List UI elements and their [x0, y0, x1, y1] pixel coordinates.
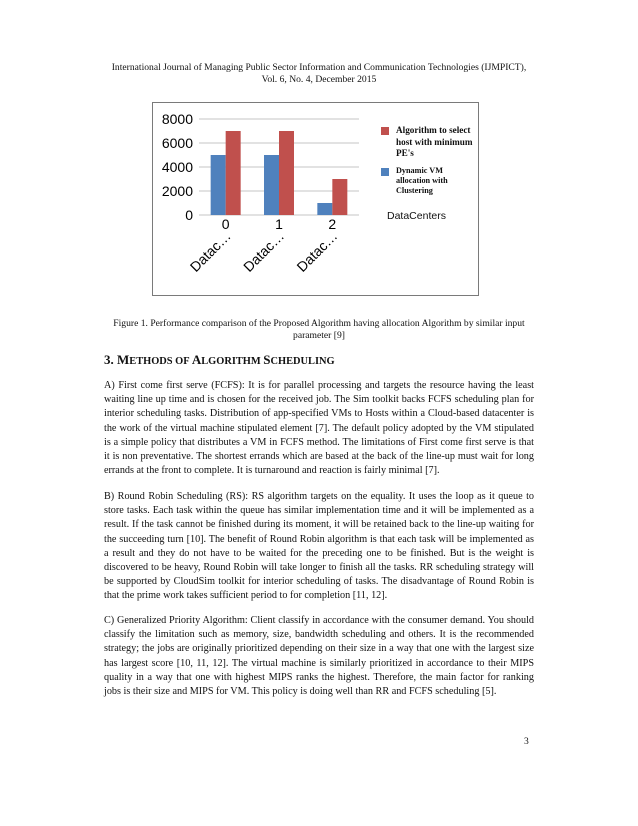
page-number: 3: [524, 736, 529, 747]
heading-smallcaps-1: ETHODS OF: [129, 356, 192, 367]
bar: [264, 155, 279, 215]
heading-cap-a: A: [191, 352, 202, 367]
legend-item-clustering: [381, 166, 477, 196]
figure-caption-line1: Figure 1. Performance comparison of the Proposed Algorithm having allocation Algorithm by similar input: [113, 318, 525, 329]
x-tick-label: 1: [275, 216, 283, 232]
journal-header: [0, 62, 638, 86]
heading-cap-s: S: [263, 352, 271, 367]
chart-legend: [381, 125, 477, 196]
bar: [317, 203, 332, 215]
journal-header-line1: International Journal of Managing Public Sector Information and Communication Technologies (IJMPICT),: [111, 62, 527, 73]
bar: [211, 155, 226, 215]
y-tick-label: 8000: [161, 111, 193, 127]
legend-item-minimum-pe: [381, 125, 477, 160]
y-tick-label: 6000: [161, 135, 193, 151]
paragraph-fcfs: A) First come first serve (FCFS): It is for parallel processing and targets the resource having the least waiting line up time and is chosen for the received job. The Sim toolkit backs FCFS scheduling plan for interior scheduling tasks. Distribution of app-specified VMs to Hosts within a Cloud-based datacenter is the work of the virtual machine stipulated element [7]. The default policy adopted by the VM stipulated is a simple policy that distributes a VM in FCFS method. The limitations of First come first serve is that it is non preventative. The shortest errands which are based at the back of the line-up must wait for long errands at the front to complete. It is turnaround and reaction is fairly minimal [7].: [104, 380, 534, 477]
bar: [226, 131, 241, 215]
y-tick-label: 0: [185, 207, 193, 223]
legend-swatch-blue: [381, 168, 389, 176]
y-tick-label: 4000: [161, 159, 193, 175]
figure-caption-line2: parameter [9]: [293, 330, 345, 341]
bar: [279, 131, 294, 215]
category-label: Datac…: [293, 227, 341, 275]
figure-1-chart: [152, 102, 479, 296]
legend-label-clustering: Dynamic VM allocation with Clustering: [396, 165, 448, 195]
paragraph-generalized-priority: C) Generalized Priority Algorithm: Client classify in accordance with the consumer demand. You should classify the limitation such as memory, size, bandwidth scheduling and others. It is the recommended strategy; the jobs are originally prioritized depending on their size in a way that one with the largest size has largest score [10, 11, 12]. The virtual machine is similarly prioritized in accordance to their MIPS quality in a way that one with highest MIPS ranks the highest. Therefore, the main factor for ranking jobs is their size and MIPS for VM. This policy is doing well than RR and FCFS scheduling [5].: [104, 615, 534, 698]
paragraph-round-robin: B) Round Robin Scheduling (RS): RS algorithm targets on the equality. It uses the loop as it queue to store tasks. Each task within the queue has similar implementation time and it will be implemented as a result. If the task cannot be finished during its moment, it will be retained back to the line-up waiting for the succeeding turn [10]. The benefit of Round Robin algorithm is that each task will be implemented as a result and they do not have to be waited for the preceding one to be finished. But is the weight is discovered to be heavy, Round Robin will take longer to finish all the tasks. RR scheduling strategy will be supported by CloudSim toolkit for interior scheduling of tasks. The disadvantage of Round Robin is that the prime work takes sufficient period to for completion [11, 12].: [104, 491, 534, 602]
legend-label-minimum-pe: Algorithm to select host with minimum PE's: [396, 125, 473, 158]
journal-header-line2: Vol. 6, No. 4, December 2015: [261, 74, 377, 85]
y-tick-label: 2000: [161, 183, 193, 199]
x-axis-title: DataCenters: [387, 210, 446, 222]
legend-swatch-red: [381, 127, 389, 135]
category-label: Datac…: [186, 227, 234, 275]
heading-smallcaps-3: CHEDULING: [270, 356, 335, 367]
x-tick-label: 0: [221, 216, 230, 232]
figure-caption: [104, 318, 534, 342]
x-tick-label: 2: [328, 216, 337, 232]
bar: [332, 179, 347, 215]
category-label: Datac…: [240, 227, 288, 275]
heading-cap-m: M: [117, 352, 130, 367]
heading-smallcaps-2: LGORITHM: [201, 356, 264, 367]
section-number: 3.: [104, 352, 117, 367]
section-heading: [104, 352, 335, 368]
